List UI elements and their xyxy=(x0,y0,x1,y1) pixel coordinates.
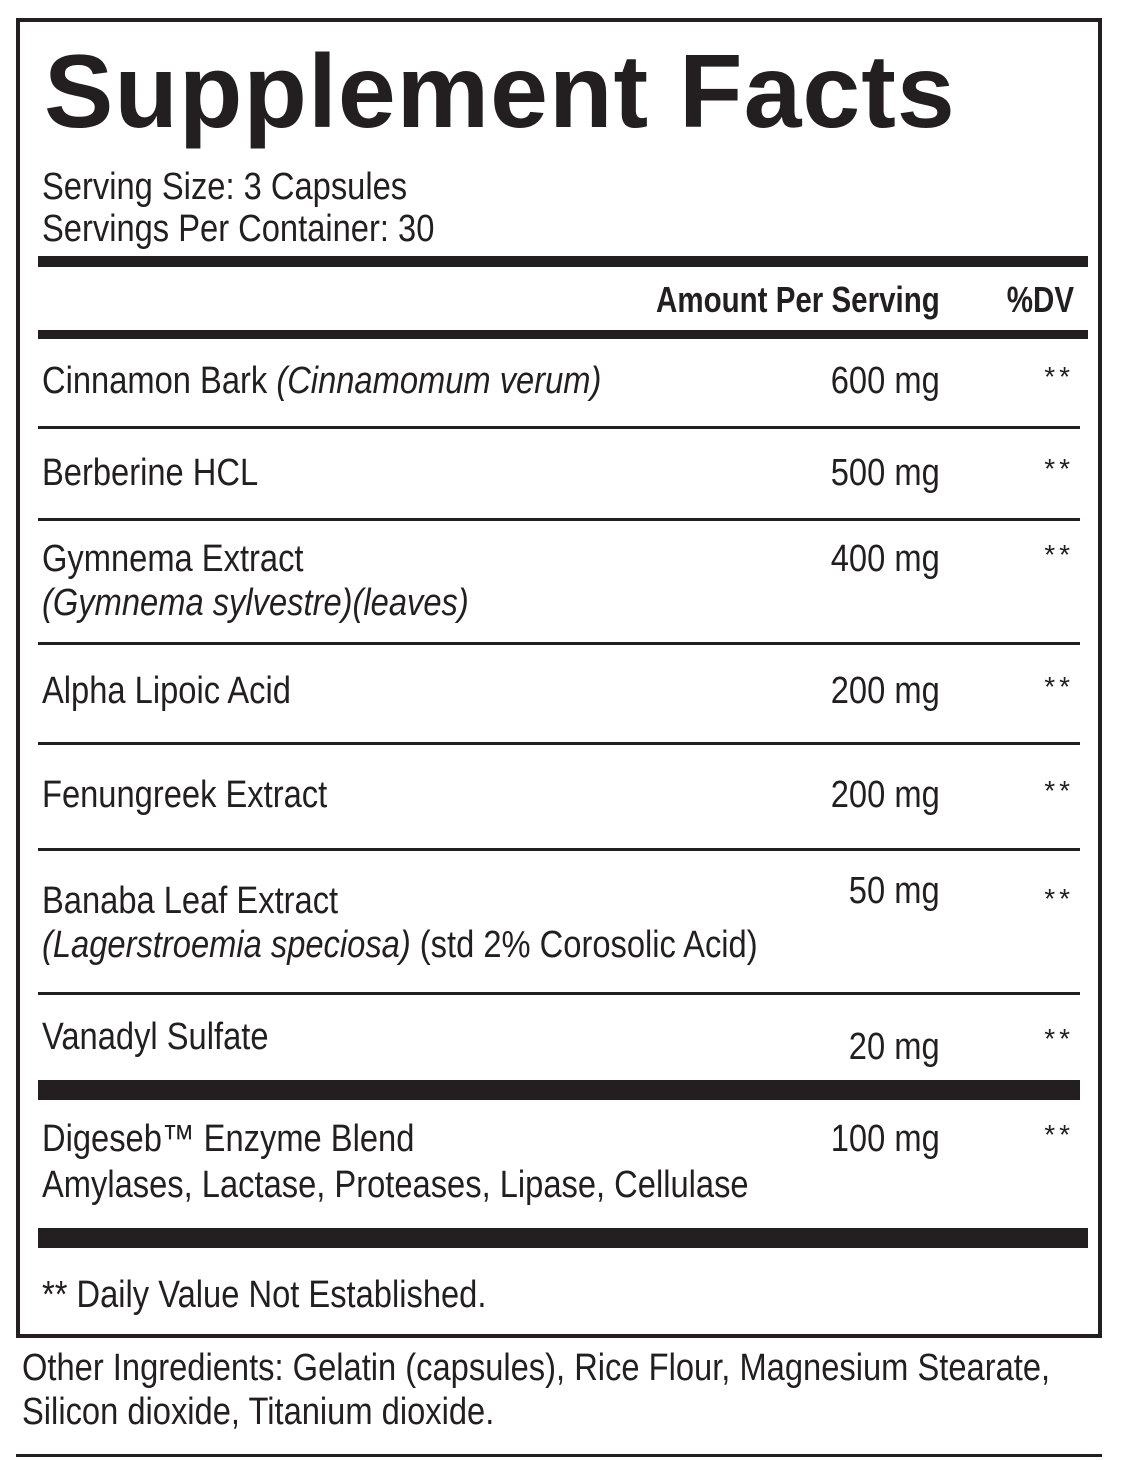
ingredient-dv: ** xyxy=(1044,671,1074,702)
thick-divider-header xyxy=(38,330,1088,339)
row-divider xyxy=(38,848,1080,851)
ingredient-amount: 600 mg xyxy=(830,360,940,402)
ingredient-amount: 50 mg xyxy=(849,870,940,912)
ingredient-amount: 100 mg xyxy=(830,1118,940,1160)
daily-value-footnote: ** Daily Value Not Established. xyxy=(42,1274,487,1316)
ingredient-dv: ** xyxy=(1044,1023,1074,1054)
ingredient-amount: 20 mg xyxy=(849,1026,940,1068)
ingredient-dv: ** xyxy=(1044,775,1074,806)
ingredient-name: Vanadyl Sulfate xyxy=(42,1016,269,1058)
ingredient-name: Cinnamon Bark (Cinnamomum verum) xyxy=(42,360,602,402)
header-amount-per-serving: Amount Per Serving xyxy=(656,279,940,320)
ingredient-amount: 200 mg xyxy=(830,774,940,816)
ingredient-name: Fenungreek Extract xyxy=(42,774,328,816)
ingredient-name: Digeseb™ Enzyme Blend xyxy=(42,1118,415,1160)
thick-divider-top xyxy=(38,256,1088,267)
ingredient-dv: ** xyxy=(1044,1119,1074,1150)
ingredient-name: Banaba Leaf Extract xyxy=(42,880,339,922)
ingredient-name: Alpha Lipoic Acid xyxy=(42,670,291,712)
ingredient-source: (Gymnema sylvestre)(leaves) xyxy=(42,582,469,624)
ingredient-name: Gymnema Extract xyxy=(42,538,304,580)
row-divider xyxy=(38,426,1080,429)
row-divider xyxy=(38,642,1080,645)
row-divider xyxy=(38,518,1080,521)
ingredient-dv: ** xyxy=(1044,539,1074,570)
ingredient-amount: 200 mg xyxy=(830,670,940,712)
ingredient-dv: ** xyxy=(1044,453,1074,484)
bottom-divider xyxy=(16,1454,1102,1457)
serving-size: Serving Size: 3 Capsules xyxy=(42,166,408,208)
panel-title: Supplement Facts xyxy=(44,34,956,150)
ingredient-dv: ** xyxy=(1044,361,1074,392)
row-divider xyxy=(38,992,1080,995)
ingredient-blend-components: Amylases, Lactase, Proteases, Lipase, Cellulase xyxy=(42,1164,749,1206)
row-divider xyxy=(38,742,1080,745)
thick-divider-blend xyxy=(38,1080,1080,1100)
supplement-facts-panel xyxy=(16,18,1102,1338)
servings-per-container: Servings Per Container: 30 xyxy=(42,208,435,250)
ingredient-amount: 400 mg xyxy=(830,538,940,580)
ingredient-amount: 500 mg xyxy=(830,452,940,494)
header-daily-value: %DV xyxy=(1006,279,1074,320)
thick-divider-bottom xyxy=(38,1228,1088,1248)
ingredient-source: (Lagerstroemia speciosa) (std 2% Corosolic Acid) xyxy=(42,924,758,966)
ingredient-dv: ** xyxy=(1044,883,1074,914)
ingredient-name: Berberine HCL xyxy=(42,452,259,494)
other-ingredients: Other Ingredients: Gelatin (capsules), Rice Flour, Magnesium Stearate, Silicon dioxide, Titanium dioxide. xyxy=(22,1347,1051,1433)
